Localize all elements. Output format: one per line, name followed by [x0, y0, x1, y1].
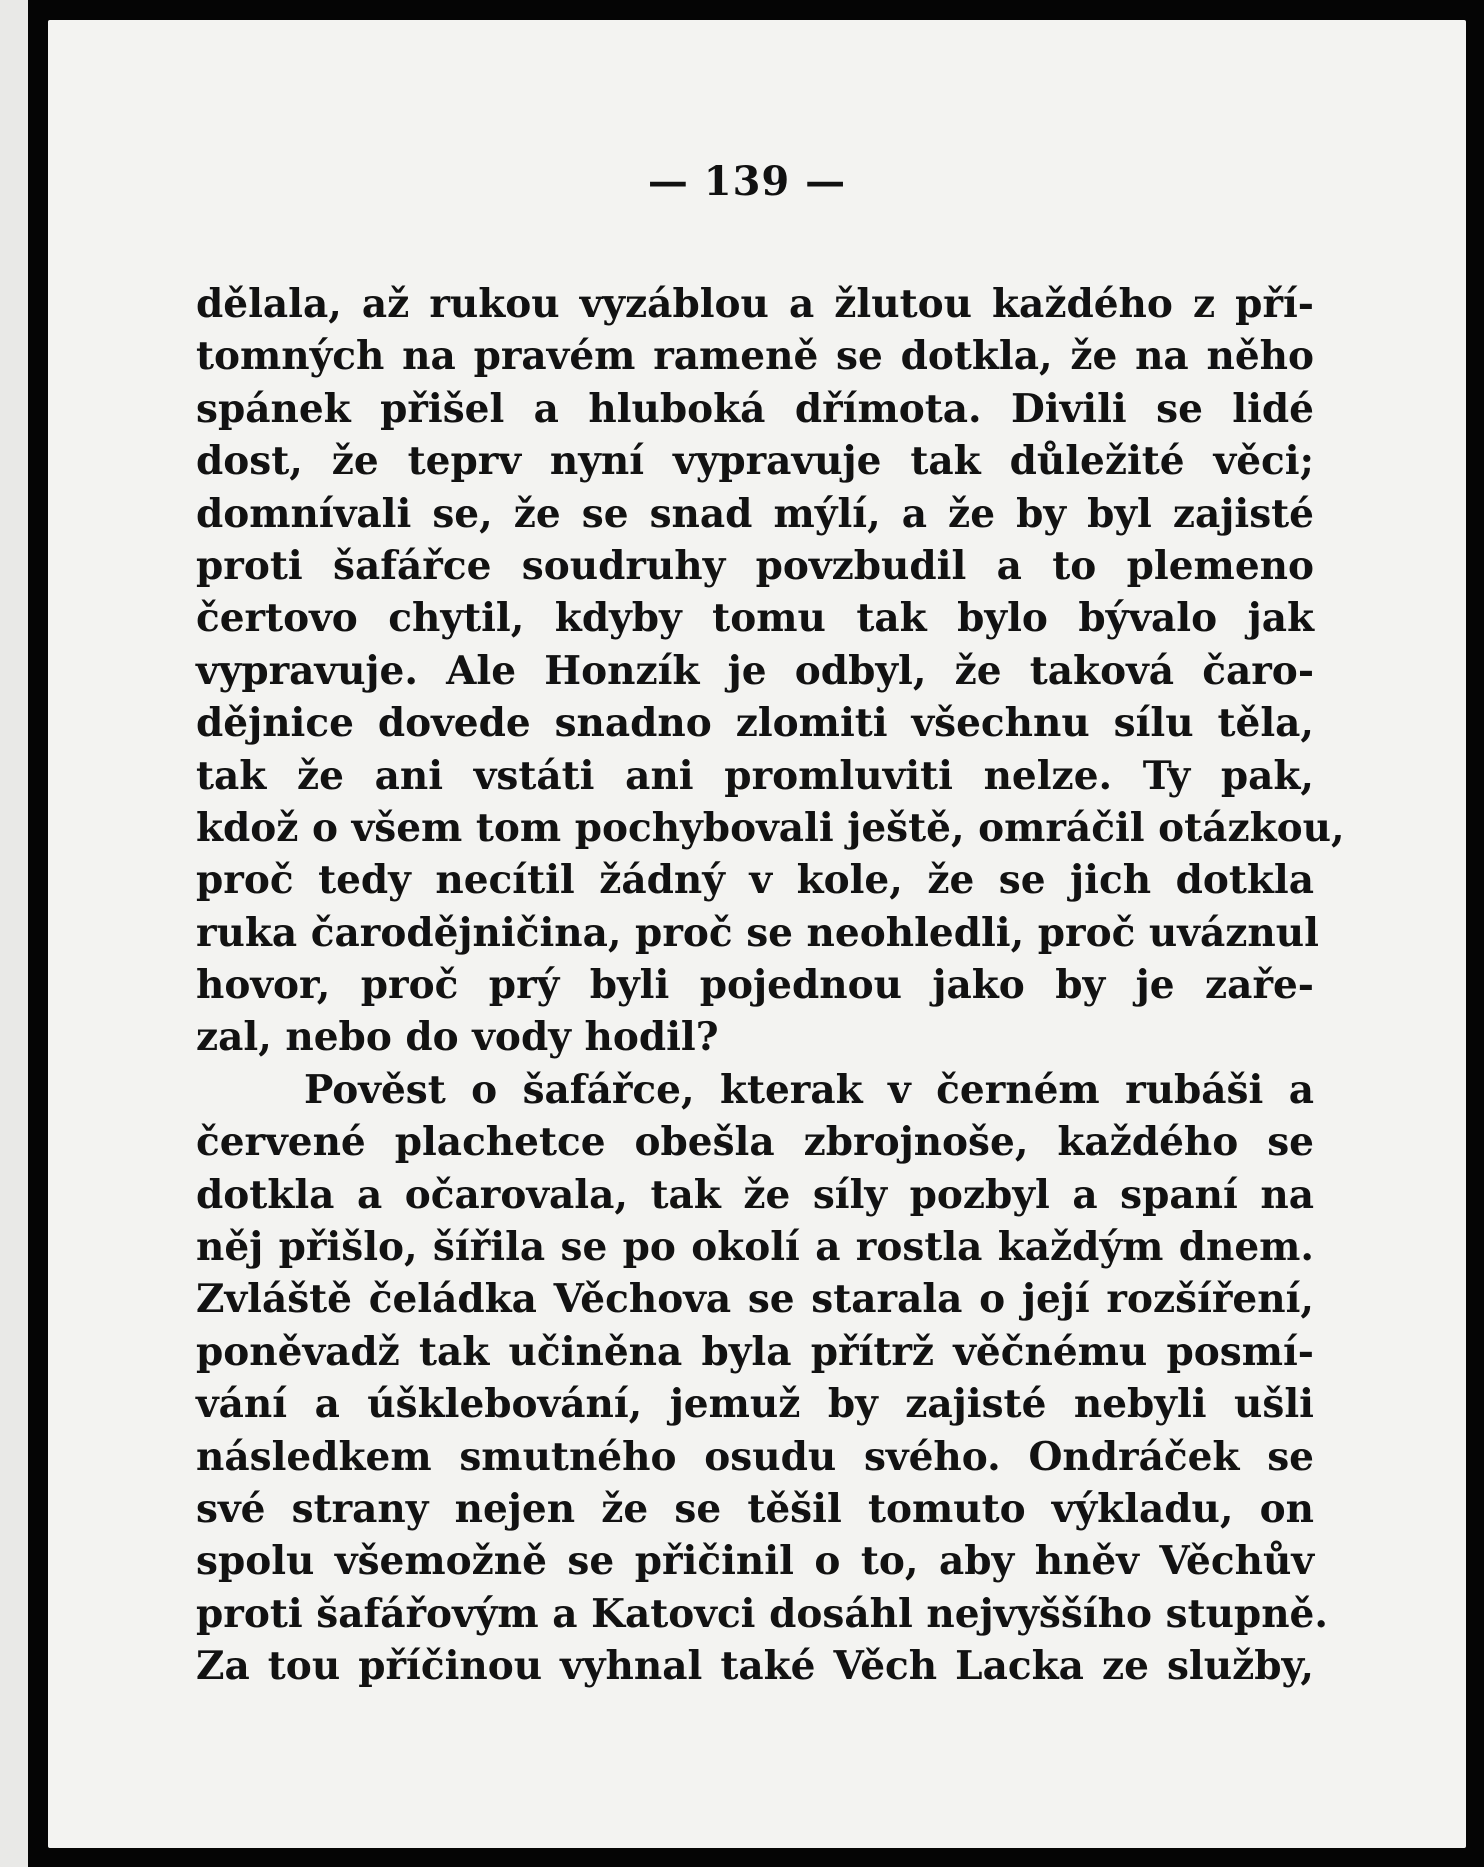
text-line: Za tou příčinou vyhnal také Věch Lacka ze služby,	[196, 1643, 1314, 1690]
text-line: čertovo chytil, kdyby tomu tak bylo bývalo jak	[196, 595, 1314, 642]
paragraph-start-line: Pověst o šafářce, kterak v černém rubáši a	[304, 1066, 1314, 1113]
text-line: poněvadž tak učiněna byla přítrž věčnému posmí-	[196, 1328, 1314, 1375]
text-line: spolu všemožně se přičinil o to, aby hněv Věchův	[196, 1538, 1314, 1585]
text-line: dost, že teprv nyní vypravuje tak důležité věci;	[196, 438, 1314, 485]
book-page	[48, 20, 1466, 1848]
text-line: dotkla a očarovala, tak že síly pozbyl a spaní na	[196, 1171, 1314, 1218]
page-number: — 139 —	[647, 158, 847, 205]
text-line: dějnice dovede snadno zlomiti všechnu sílu těla,	[196, 700, 1314, 747]
text-line: proti šafářce soudruhy povzbudil a to plemeno	[196, 542, 1314, 589]
text-line: něj přišlo, šířila se po okolí a rostla každým dnem.	[196, 1224, 1314, 1271]
text-line: domnívali se, že se snad mýlí, a že by byl zajisté	[196, 490, 1314, 537]
text-line: vání a úšklebování, jemuž by zajisté nebyli ušli	[196, 1381, 1314, 1428]
text-line: dělala, až rukou vyzáblou a žlutou každého z pří-	[196, 281, 1314, 327]
paragraph-end-line: zal, nebo do vody hodil?	[196, 1014, 719, 1061]
text-line: proti šafářovým a Katovci dosáhl nejvyššího stupně.	[196, 1590, 1328, 1637]
text-line: své strany nejen že se těšil tomuto výkladu, on	[196, 1485, 1314, 1532]
adjacent-page-edge	[0, 0, 28, 1867]
text-line: následkem smutného osudu svého. Ondráček se	[196, 1433, 1314, 1480]
body-text	[196, 278, 1345, 1693]
text-line: červené plachetce obešla zbrojnoše, každého se	[196, 1119, 1314, 1166]
text-line: ruka čarodějničina, proč se neohledli, proč uváznul	[196, 909, 1319, 956]
text-line: proč tedy necítil žádný v kole, že se jich dotkla	[196, 857, 1314, 904]
text-line: kdož o všem tom pochybovali ještě, omráčil otázkou,	[196, 804, 1345, 851]
text-line: Zvláště čeládka Věchova se starala o její rozšíření,	[196, 1276, 1314, 1323]
text-line: tak že ani vstáti ani promluviti nelze. Ty pak,	[196, 752, 1314, 799]
text-line: hovor, proč prý byli pojednou jako by je zaře-	[196, 962, 1314, 1009]
text-line: tomných na pravém rameně se dotkla, že na něho	[196, 333, 1314, 380]
text-line: vypravuje. Ale Honzík je odbyl, že taková čaro-	[196, 647, 1314, 694]
text-line: spánek přišel a hluboká dřímota. Divili se lidé	[196, 385, 1314, 432]
